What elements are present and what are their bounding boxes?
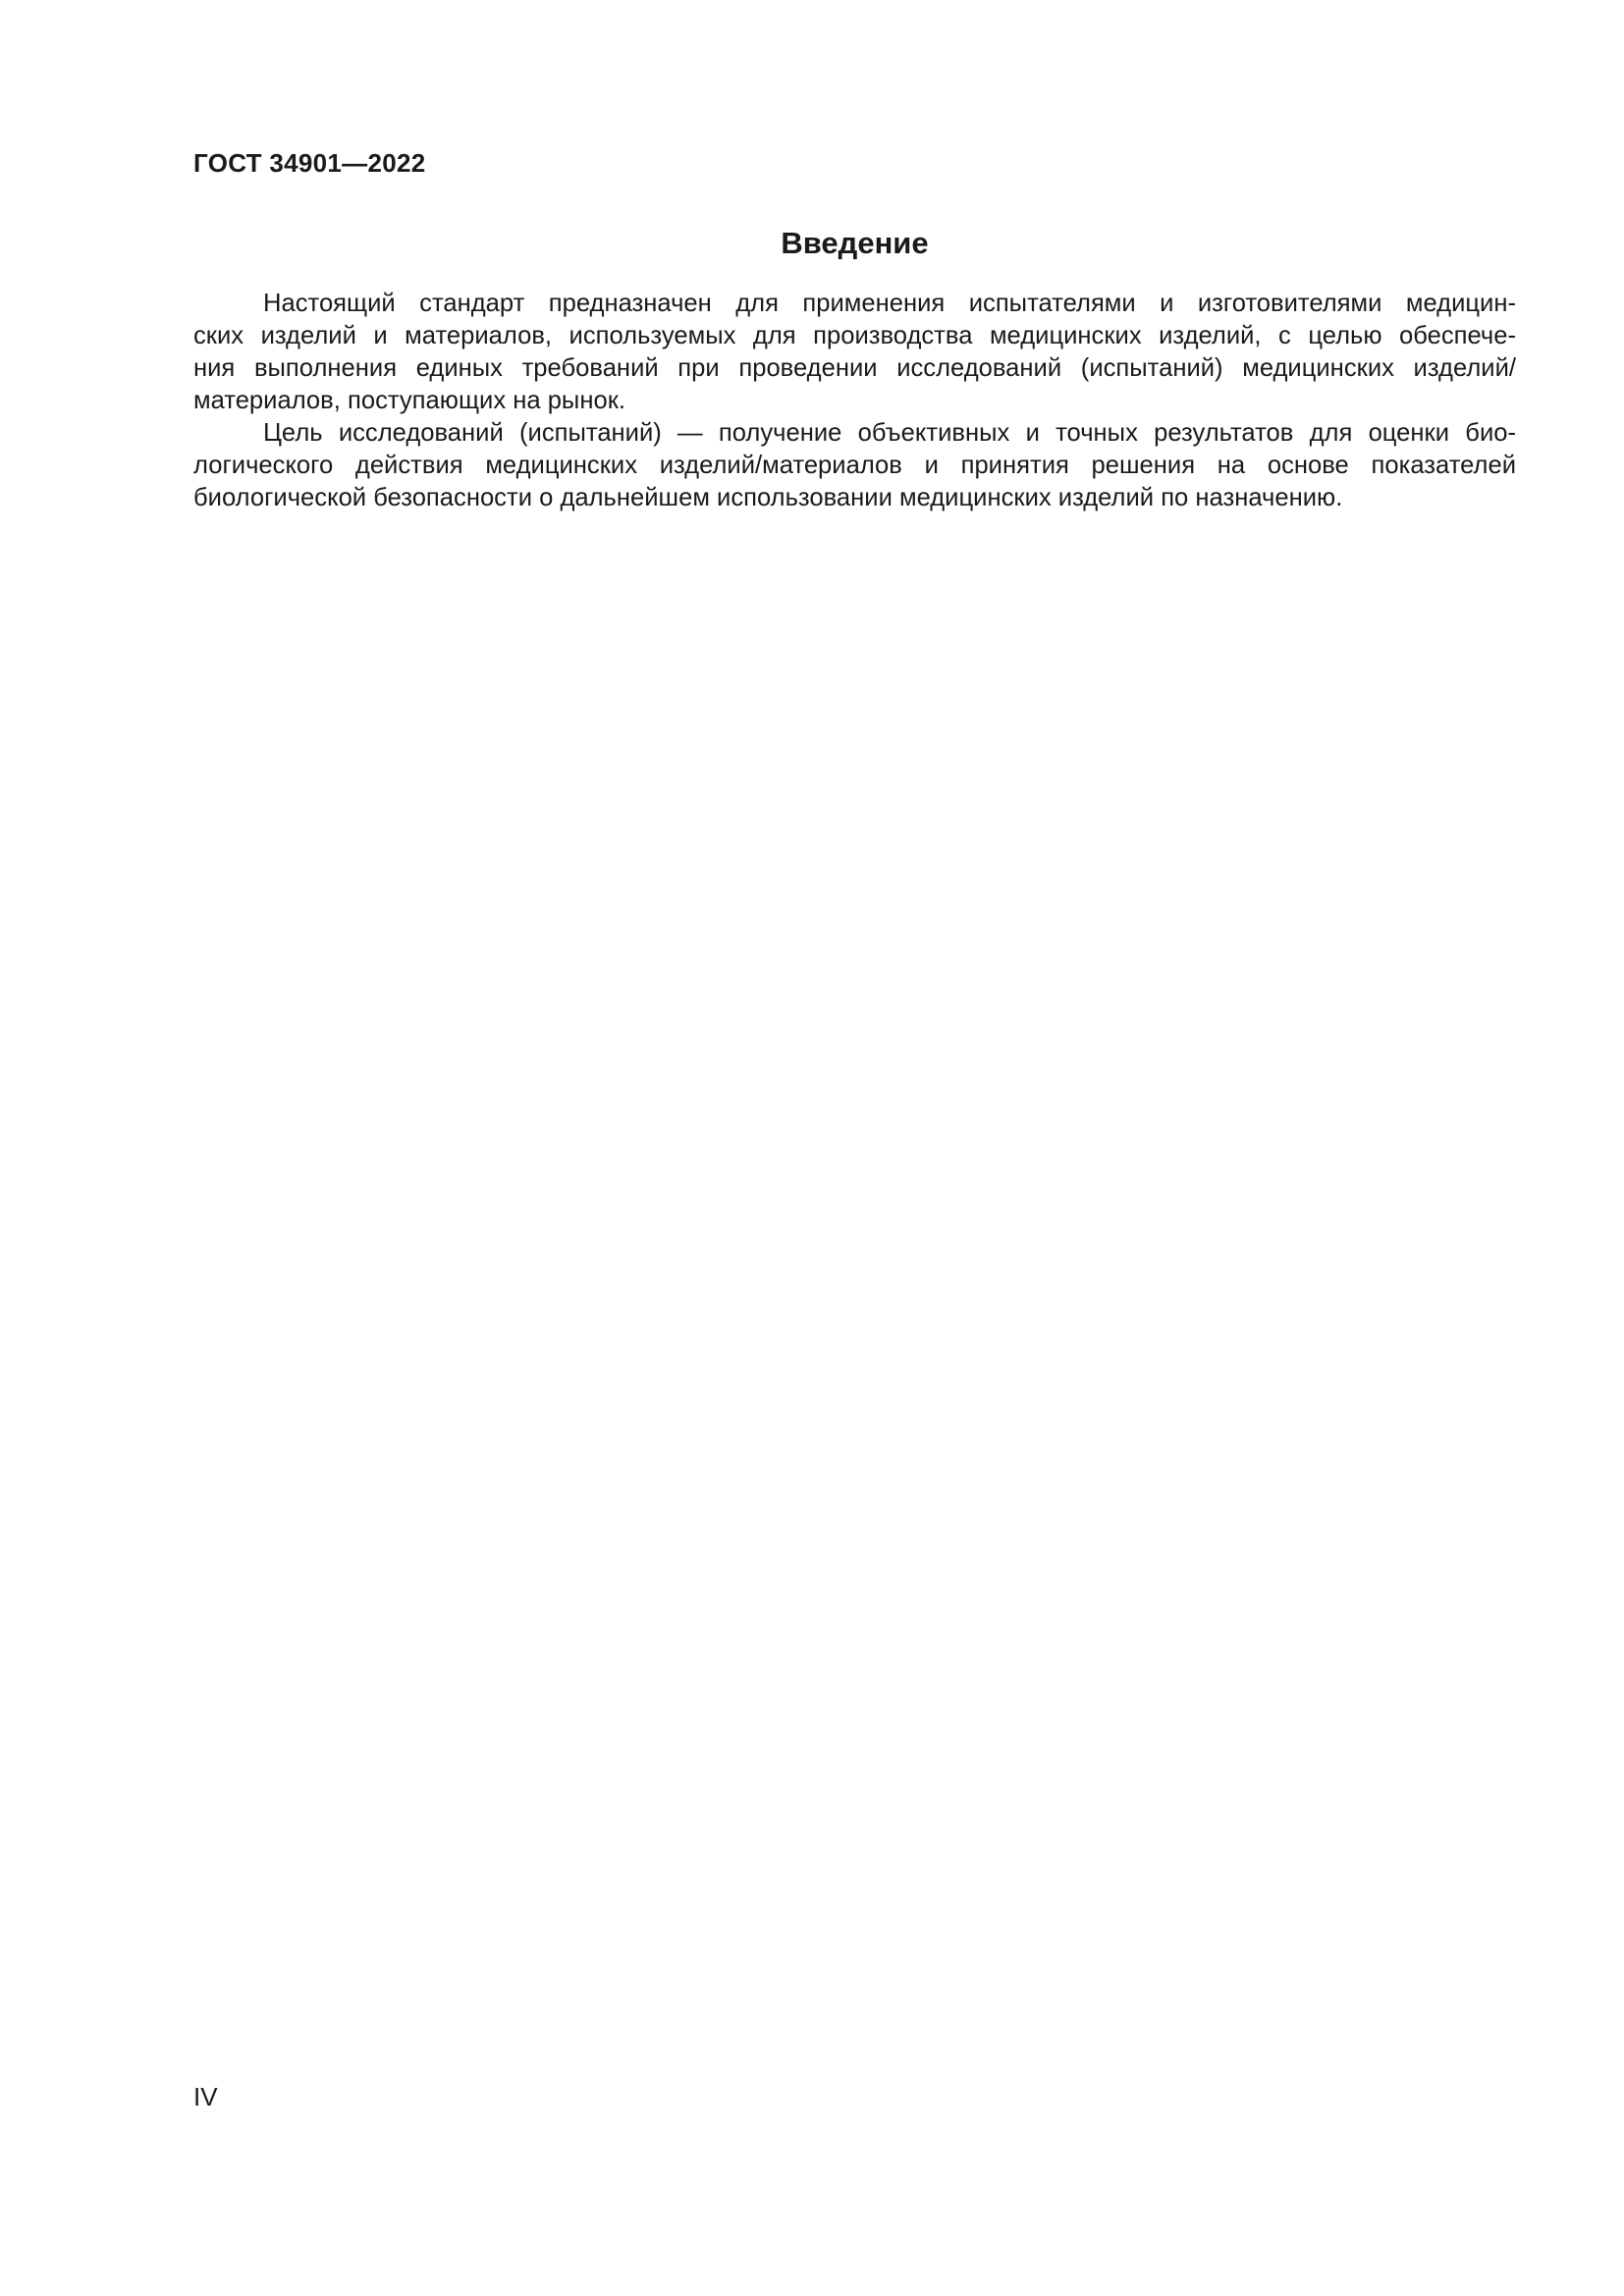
page-number: IV [193, 2082, 218, 2111]
paragraph-line: Настоящий стандарт предназначен для применения испытателями и изготовителями медицин- [263, 290, 1516, 317]
paragraph-line: Цель исследований (испытаний) — получение объективных и точных результатов для оценки био- [263, 419, 1516, 447]
paragraph-purpose [193, 288, 1516, 417]
paragraph-line: логического действия медицинских изделий/материалов и принятия решения на основе показателей [193, 452, 1516, 479]
paragraph-line: ния выполнения единых требований при проведении исследований (испытаний) медицинских изделий/ [193, 354, 1516, 382]
section-body [193, 288, 1516, 514]
paragraph-line: биологической безопасности о дальнейшем использовании медицинских изделий по назначению. [193, 484, 1343, 511]
paragraph-goal [193, 417, 1516, 514]
paragraph-line: материалов, поступающих на рынок. [193, 387, 626, 414]
section-title: Введение [781, 226, 929, 260]
paragraph-line: ских изделий и материалов, используемых для производства медицинских изделий, с целью обеспече- [193, 322, 1516, 349]
document-code: ГОСТ 34901—2022 [193, 148, 426, 178]
